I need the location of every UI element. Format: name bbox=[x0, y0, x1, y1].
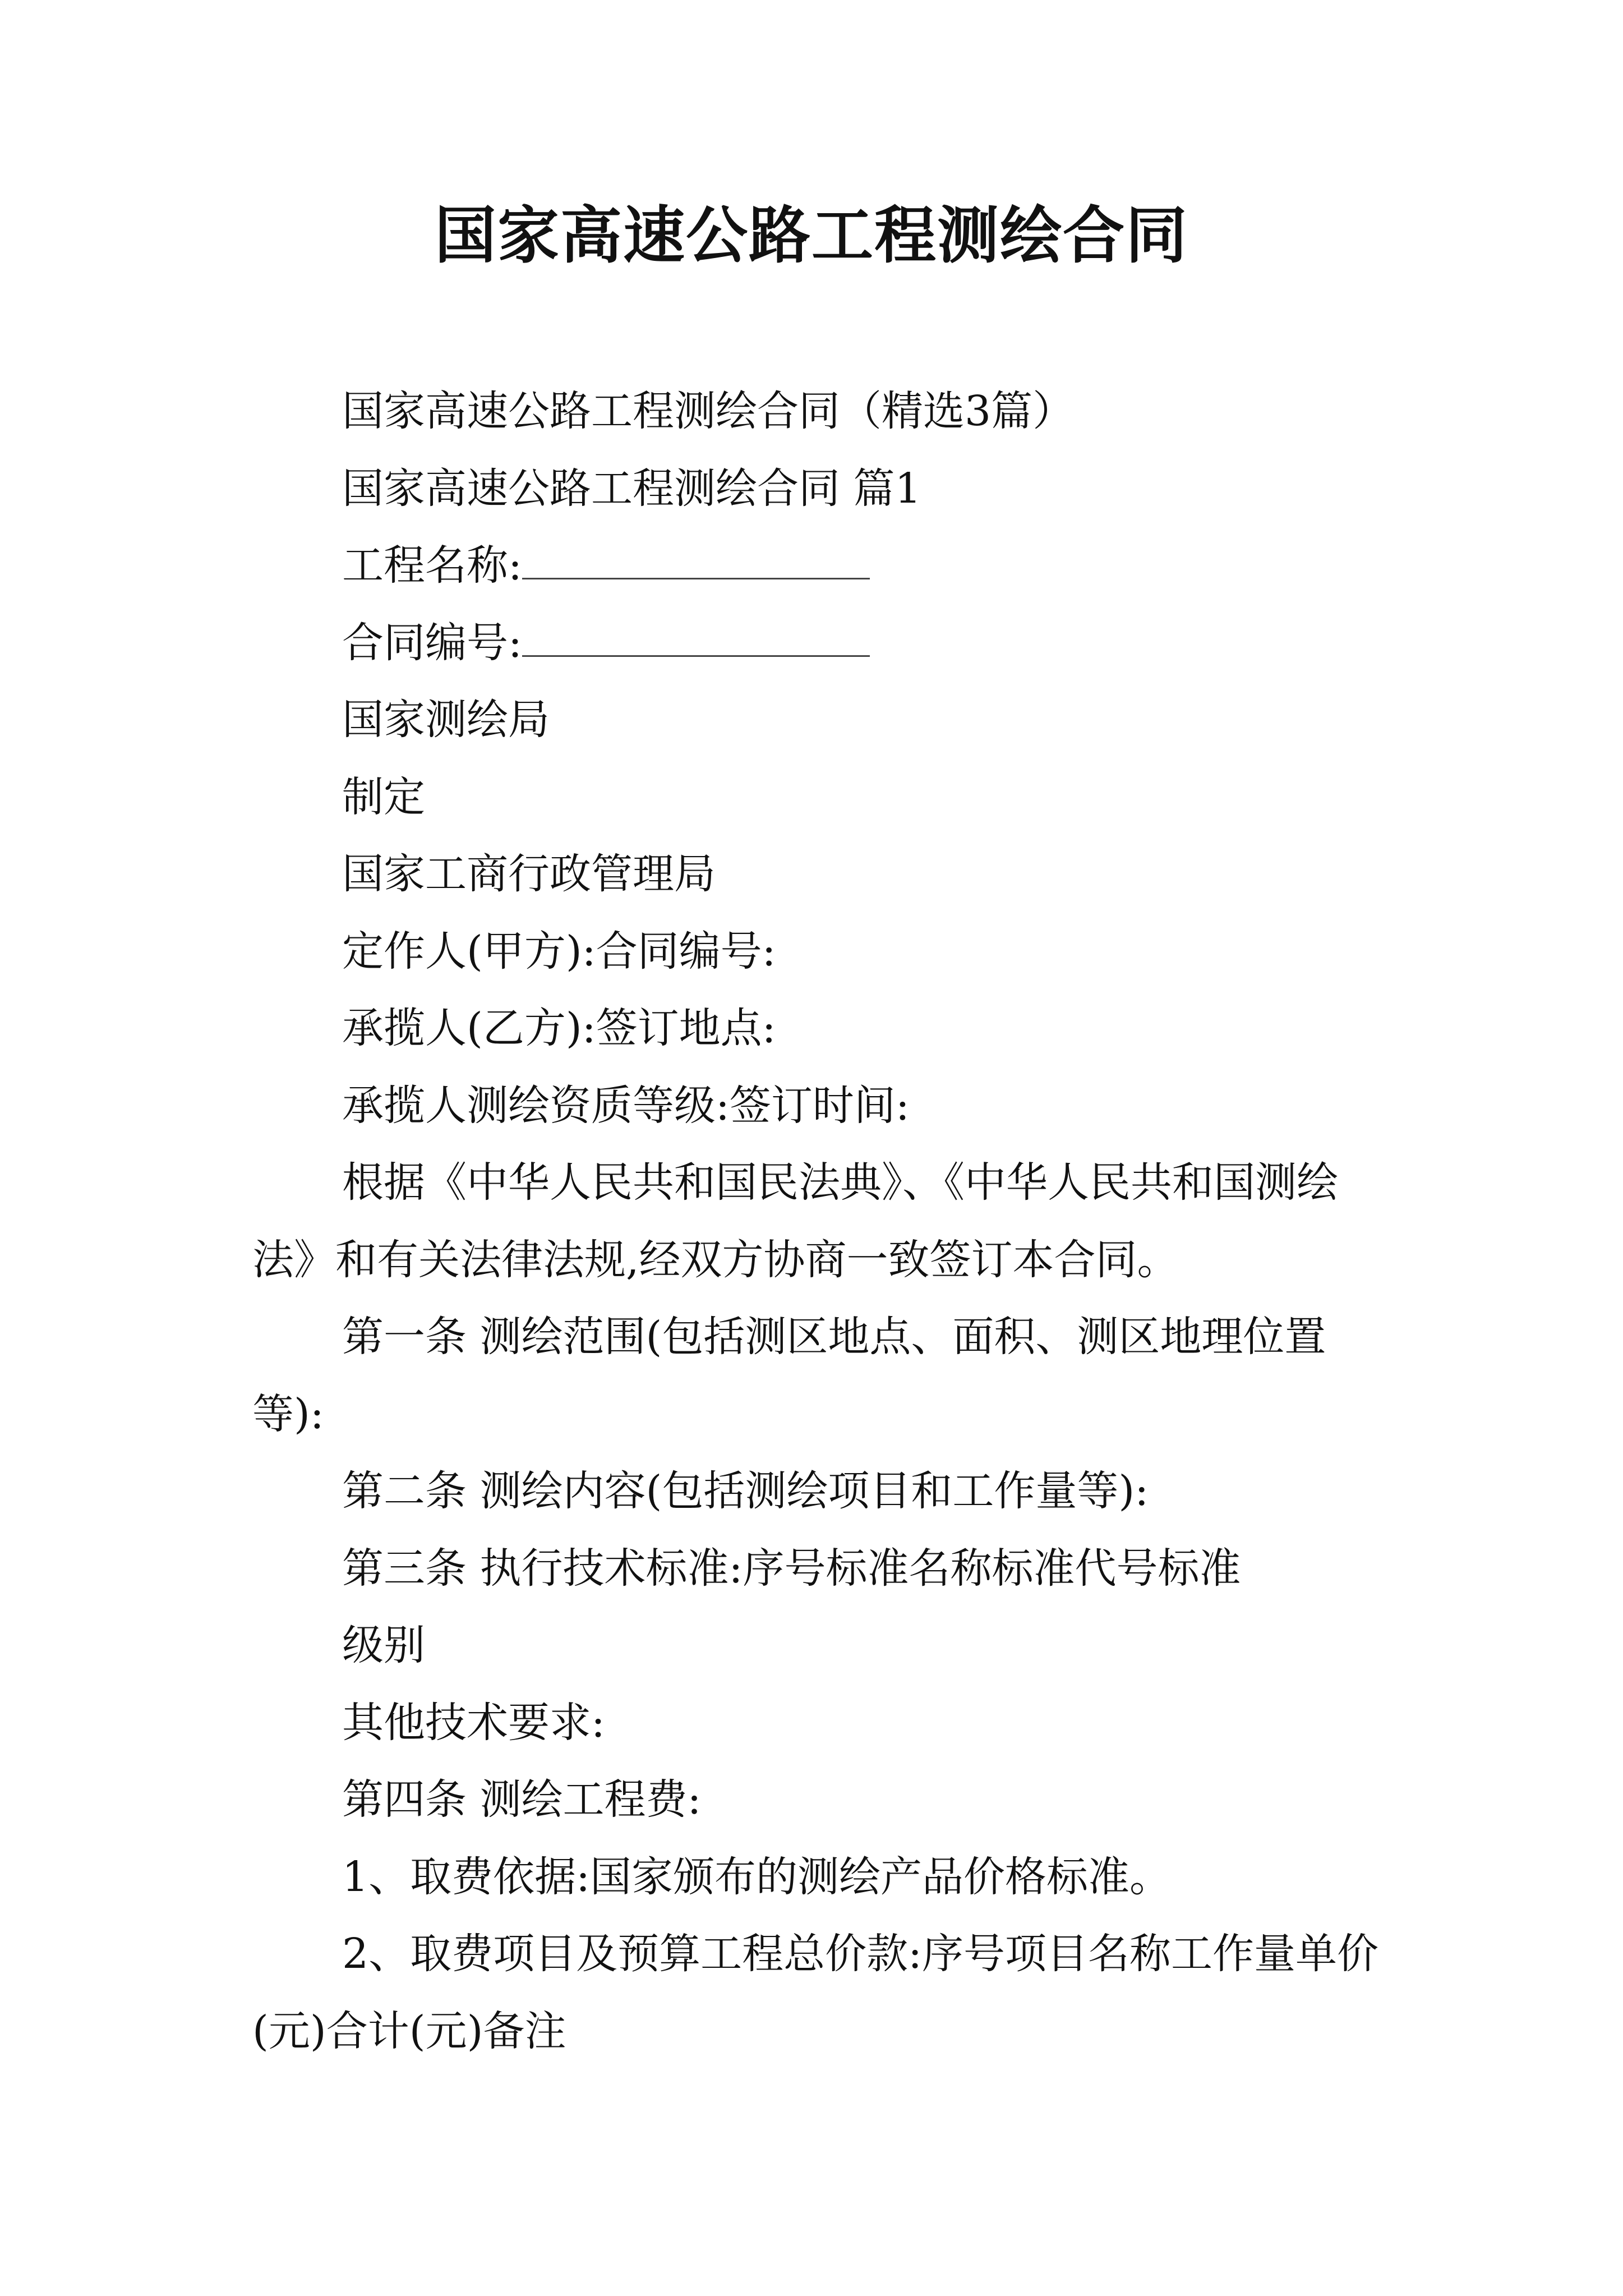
paragraph-section-heading: 国家高速公路工程测绘合同 篇1 bbox=[342, 464, 921, 513]
document-body bbox=[252, 373, 1391, 2070]
paragraph-qualification: 承揽人测绘资质等级:签订时间: bbox=[342, 1081, 910, 1130]
paragraph-article-3: 第三条 执行技术标准:序号标准名称标准代号标准 bbox=[342, 1544, 1241, 1593]
paragraph-article-4: 第四条 测绘工程费: bbox=[342, 1775, 702, 1824]
paragraph-fee-items: 2、取费项目及预算工程总价款:序号项目名称工作量单价(元)合计(元)备注 bbox=[252, 1930, 1379, 2055]
paragraph-level: 级别 bbox=[342, 1621, 425, 1669]
project-name-label: 工程名称: bbox=[342, 541, 522, 590]
paragraph-admin-bureau: 国家工商行政管理局 bbox=[342, 850, 716, 898]
paragraph-legal-basis: 根据《中华人民共和国民法典》、《中华人民共和国测绘法》和有关法律法规,经双方协商一致签订本合同。 bbox=[252, 1158, 1338, 1284]
paragraph-project-name bbox=[252, 527, 1391, 605]
paragraph-article-1: 第一条 测绘范围(包括测区地点、面积、测区地理位置等): bbox=[252, 1313, 1326, 1438]
paragraph-party-b: 承揽人(乙方):签订地点: bbox=[342, 1004, 776, 1052]
paragraph-fee-basis: 1、取费依据:国家颁布的测绘产品价格标准。 bbox=[342, 1852, 1172, 1901]
paragraph-contract-number bbox=[252, 605, 1391, 682]
paragraph-bureau: 国家测绘局 bbox=[342, 696, 550, 744]
paragraph-party-a: 定作人(甲方):合同编号: bbox=[342, 927, 776, 976]
document-title: 国家高速公路工程测绘合同 bbox=[435, 200, 1188, 272]
paragraph-article-2: 第二条 测绘内容(包括测绘项目和工作量等): bbox=[342, 1467, 1149, 1515]
paragraph-subtitle: 国家高速公路工程测绘合同（精选3篇） bbox=[342, 387, 1075, 435]
paragraph-formulated: 制定 bbox=[342, 772, 425, 821]
paragraph-other-requirements: 其他技术要求: bbox=[342, 1698, 605, 1747]
project-name-blank-line bbox=[522, 576, 870, 579]
contract-number-blank-line bbox=[522, 653, 870, 657]
contract-number-label: 合同编号: bbox=[342, 618, 522, 667]
